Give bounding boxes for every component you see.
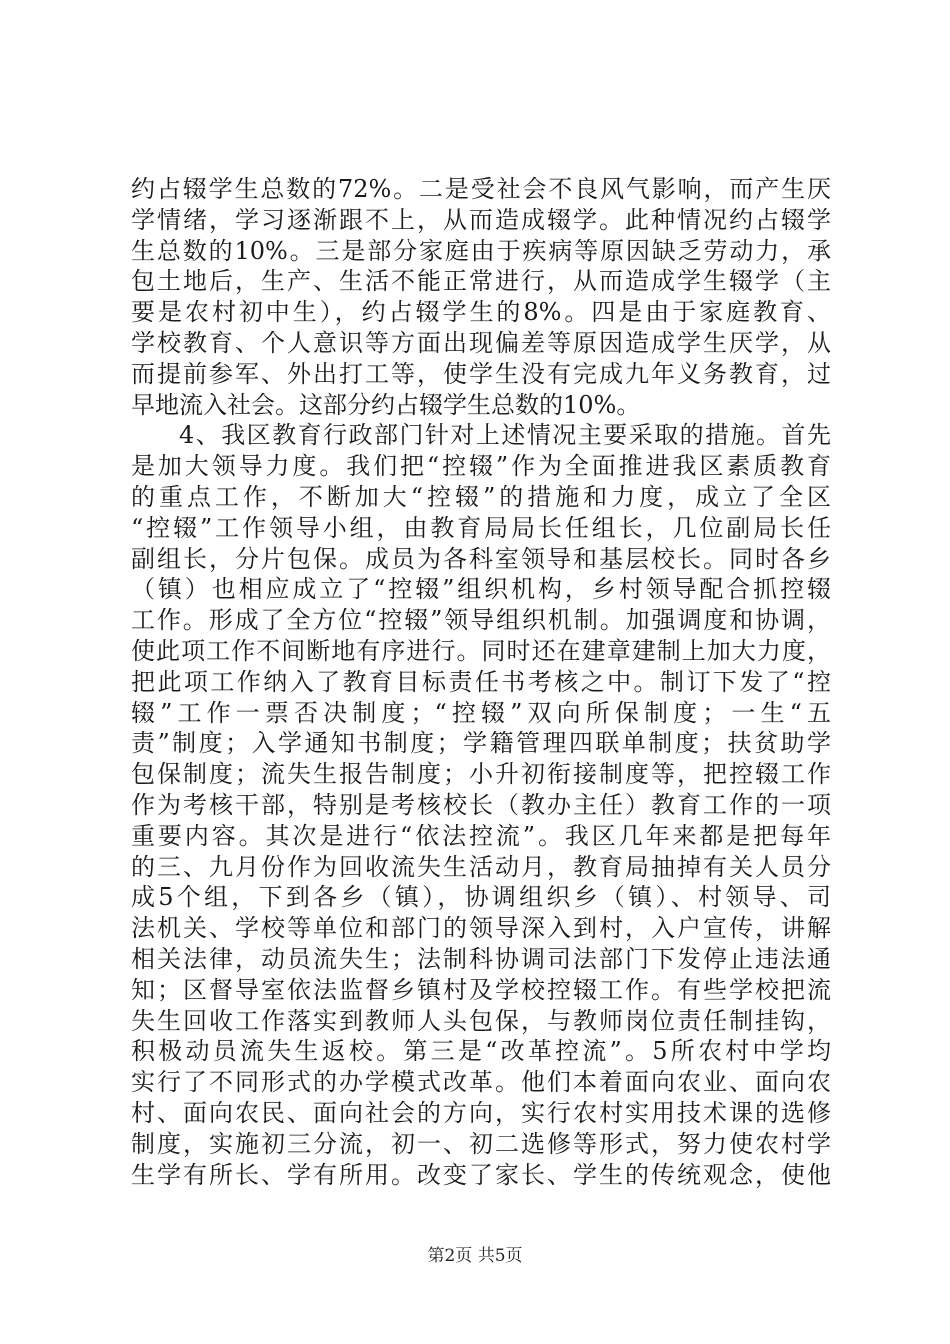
text-line: 法机关、学校等单位和部门的领导深入到村，入户宣传，讲解 xyxy=(131,914,831,943)
text-line: （镇）也相应成立了“控辍”组织机构，乡村领导配合抓控辍 xyxy=(131,575,831,604)
text-line: 约占辍学生总数的72%。二是受社会不良风气影响，而产生厌 xyxy=(131,175,831,203)
text-line: 知；区督导室依法监督乡镇村及学校控辍工作。有些学校把流 xyxy=(131,975,831,1004)
text-line: 责”制度；入学通知书制度；学籍管理四联单制度；扶贫助学 xyxy=(131,729,831,758)
paragraph-start-line: 4、我区教育行政部门针对上述情况主要采取的措施。首先 xyxy=(179,421,831,450)
text-line: 村、面向农民、面向社会的方向，实行农村实用技术课的选修 xyxy=(131,1098,831,1127)
text-line: 是加大领导力度。我们把“控辍”作为全面推进我区素质教育 xyxy=(131,452,831,481)
text-line: 的三、九月份作为回收流失生活动月，教育局抽掉有关人员分 xyxy=(131,852,831,881)
page-number-footer: 第2页 共5页 xyxy=(427,1246,523,1266)
text-line: 使此项工作不间断地有序进行。同时还在建章建制上加大力度， xyxy=(131,636,831,665)
text-line: 的重点工作，不断加大“控辍”的措施和力度，成立了全区 xyxy=(131,482,831,511)
text-line: 作为考核干部，特别是考核校长（教办主任）教育工作的一项 xyxy=(131,790,831,819)
text-line: 生学有所长、学有所用。改变了家长、学生的传统观念，使他 xyxy=(131,1160,831,1189)
text-line: “控辍”工作领导小组，由教育局局长任组长，几位副局长任 xyxy=(131,513,831,542)
text-line: 失生回收工作落实到教师人头包保，与教师岗位责任制挂钩， xyxy=(131,1006,831,1035)
body-text xyxy=(131,174,831,1190)
text-line: 工作。形成了全方位“控辍”领导组织机制。加强调度和协调， xyxy=(131,606,831,635)
text-line: 要是农村初中生），约占辍学生的8%。四是由于家庭教育、 xyxy=(131,298,831,327)
text-line: 包土地后，生产、生活不能正常进行，从而造成学生辍学（主 xyxy=(131,267,831,296)
text-line: 副组长，分片包保。成员为各科室领导和基层校长。同时各乡 xyxy=(131,544,831,573)
text-line: 成5个组，下到各乡（镇），协调组织乡（镇）、村领导、司 xyxy=(131,883,831,912)
text-line: 学情绪，学习逐渐跟不上，从而造成辍学。此种情况约占辍学 xyxy=(131,205,831,234)
text-line: 学校教育、个人意识等方面出现偏差等原因造成学生厌学，从 xyxy=(131,328,831,357)
text-line: 包保制度；流失生报告制度；小升初衔接制度等，把控辍工作 xyxy=(131,760,831,789)
text-line: 把此项工作纳入了教育目标责任书考核之中。制订下发了“控 xyxy=(131,667,831,696)
paragraph-end-line: 早地流入社会。这部分约占辍学生总数的10%。 xyxy=(131,390,641,419)
text-line: 重要内容。其次是进行“依法控流”。我区几年来都是把每年 xyxy=(131,821,831,850)
text-line: 生总数的10%。三是部分家庭由于疾病等原因缺乏劳动力，承 xyxy=(131,236,831,265)
text-line: 制度，实施初三分流，初一、初二选修等形式，努力使农村学 xyxy=(131,1129,831,1158)
text-line: 而提前参军、外出打工等，使学生没有完成九年义务教育，过 xyxy=(131,359,831,388)
text-line: 积极动员流失生返校。第三是“改革控流”。5所农村中学均 xyxy=(131,1037,831,1066)
text-line: 相关法律，动员流失生；法制科协调司法部门下发停止违法通 xyxy=(131,944,831,973)
text-line: 实行了不同形式的办学模式改革。他们本着面向农业、面向农 xyxy=(131,1068,831,1097)
text-line: 辍”工作一票否决制度；“控辍”双向所保制度；一生“五 xyxy=(131,698,831,727)
